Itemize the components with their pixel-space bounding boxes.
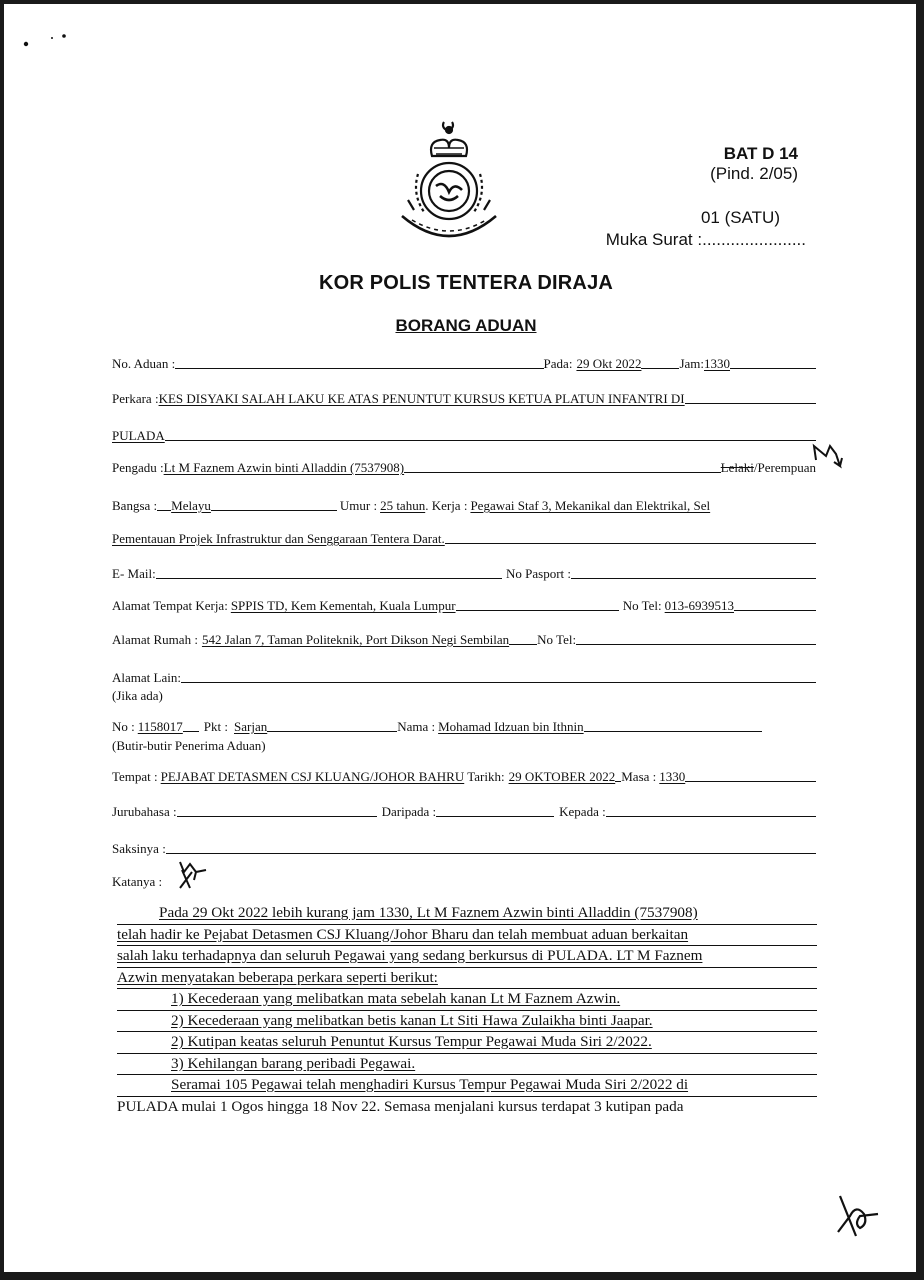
name-value: Mohamad Idzuan bin Ithnin xyxy=(438,719,584,734)
date2-label: Tarikh: xyxy=(467,769,505,784)
blank-line xyxy=(404,472,721,473)
age-value: 25 tahun xyxy=(380,498,426,513)
to-label: Kepada : xyxy=(559,804,606,819)
complainant-value: Lt M Faznem Azwin binti Alladdin (7537908) xyxy=(163,460,405,475)
blank-line xyxy=(641,368,679,369)
statement-list-item xyxy=(117,1054,817,1076)
gender-separator: / xyxy=(753,460,758,475)
statement-line xyxy=(117,946,817,968)
statement-line-text: Pada 29 Okt 2022 lebih kurang jam 1330, Lt M Faznem Azwin binti Alladdin (7537908) xyxy=(159,904,698,921)
passport-label: No Pasport : xyxy=(506,566,571,581)
email-passport-row xyxy=(112,566,816,582)
initials-signature-icon xyxy=(176,858,212,894)
statement-label: Katanya : xyxy=(112,874,163,889)
statement-line xyxy=(117,968,817,990)
passport-field[interactable] xyxy=(571,578,816,579)
work-address-label: Alamat Tempat Kerja: xyxy=(112,598,228,613)
time2-value: 1330 xyxy=(659,769,686,784)
blank-line xyxy=(685,781,816,782)
rank-value: Sarjan xyxy=(234,719,268,734)
race-label: Bangsa : xyxy=(112,498,158,513)
statement-list-item xyxy=(117,1011,817,1033)
other-address-field[interactable] xyxy=(181,682,816,683)
date-value: 29 Okt 2022 xyxy=(576,356,642,371)
statement-line xyxy=(117,1075,817,1097)
email-label: E- Mail: xyxy=(112,566,156,581)
blank-line xyxy=(456,610,619,611)
time-value: 1330 xyxy=(704,356,730,371)
work-tel-label: No Tel: xyxy=(622,598,662,613)
form-title-text: BORANG ADUAN xyxy=(395,316,537,335)
form-revision: (Pind. 2/05) xyxy=(710,164,798,183)
statement-list-item xyxy=(117,1032,817,1054)
blank-line xyxy=(584,731,762,732)
statement-line xyxy=(117,903,817,925)
home-tel-field[interactable] xyxy=(576,644,816,645)
statement-line-text: salah laku terhadapnya dan seluruh Pegawai yang sedang berkursus di PULADA. LT M Faznem xyxy=(117,947,703,964)
interpreter-label: Jurubahasa : xyxy=(112,804,177,819)
subject-value-line1: KES DISYAKI SALAH LAKU KE ATAS PENUNTUT KURSUS KETUA PLATUN INFANTRI DI xyxy=(158,391,685,406)
job-row-2 xyxy=(112,531,816,547)
witness-row xyxy=(112,841,816,857)
other-address-row xyxy=(112,670,816,686)
name-label: Nama : xyxy=(397,719,436,734)
complaint-form-page xyxy=(4,4,916,1272)
service-number-value: 1158017 xyxy=(137,719,183,734)
complainant-row xyxy=(112,460,816,476)
statement-item-text: 2) Kutipan keatas seluruh Penuntut Kursus Tempur Pegawai Muda Siri 2/2022. xyxy=(171,1033,652,1050)
job-label: . Kerja : xyxy=(425,498,468,513)
from-label: Daripada : xyxy=(381,804,437,819)
page-number-label: Muka Surat :...................... xyxy=(605,230,806,249)
blank-line xyxy=(734,610,816,611)
complaint-number-row xyxy=(112,356,816,372)
job-value-line2: Pementauan Projek Infrastruktur dan Senggaraan Tentera Darat. xyxy=(112,531,445,546)
statement-list-item xyxy=(117,989,817,1011)
statement-narrative xyxy=(117,903,817,1117)
rank-label: Pkt : xyxy=(203,719,228,734)
scan-speck-icon xyxy=(20,32,70,52)
other-address-note: (Jika ada) xyxy=(112,688,163,703)
email-field[interactable] xyxy=(156,578,502,579)
other-address-label: Alamat Lain: xyxy=(112,670,181,685)
statement-line-text: telah hadir ke Pejabat Detasmen CSJ Kluang/Johor Bharu dan telah membuat aduan berkaitan xyxy=(117,925,689,943)
complainant-label: Pengadu : xyxy=(112,460,164,475)
gender-female-option: Perempuan xyxy=(757,460,816,475)
time-label: Jam: xyxy=(679,356,704,371)
statement-line xyxy=(117,1097,817,1118)
blank-line xyxy=(157,510,171,511)
home-tel-label: No Tel: xyxy=(537,632,577,647)
recipient-note: (Butir-butir Penerima Aduan) xyxy=(112,738,266,753)
statement-label-row xyxy=(112,874,162,890)
blank-line xyxy=(685,403,816,404)
interpreter-field[interactable] xyxy=(177,816,377,817)
place-date-time-row xyxy=(112,769,816,785)
initials-signature-icon xyxy=(812,440,846,474)
race-age-job-row xyxy=(112,498,816,514)
service-number-label: No : xyxy=(112,719,135,734)
statement-line-text: Azwin menyatakan beberapa perkara seperti berikut: xyxy=(117,968,438,986)
statement-line-text: PULADA mulai 1 Ogos hingga 18 Nov 22. Semasa menjalani kursus terdapat 3 kutipan pada xyxy=(117,1097,684,1115)
complaint-number-label: No. Aduan : xyxy=(112,356,176,371)
blank-line xyxy=(165,440,816,441)
statement-item-text: 1) Kecederaan yang melibatkan mata sebelah kanan Lt M Faznem Azwin. xyxy=(171,990,621,1007)
work-address-row xyxy=(112,598,816,614)
form-title xyxy=(4,316,924,336)
blank-line xyxy=(730,368,816,369)
home-address-row xyxy=(112,632,816,648)
subject-label: Perkara : xyxy=(112,391,159,406)
place-value: PEJABAT DETASMEN CSJ KLUANG/JOHOR BAHRU xyxy=(160,769,465,784)
place-label: Tempat : xyxy=(112,769,158,784)
blank-line xyxy=(211,510,337,511)
interpreter-row xyxy=(112,804,816,820)
initials-signature-icon xyxy=(834,1194,884,1242)
blank-line xyxy=(183,731,199,732)
work-tel-value: 013-6939513 xyxy=(664,598,734,613)
date-label: Pada: xyxy=(543,356,573,371)
statement-line-text: Seramai 105 Pegawai telah menghadiri Kursus Tempur Pegawai Muda Siri 2/2022 di xyxy=(171,1076,689,1093)
to-field[interactable] xyxy=(606,816,816,817)
date2-value: 29 OKTOBER 2022 xyxy=(508,769,616,784)
time2-label: Masa : xyxy=(621,769,657,784)
home-address-value: 542 Jalan 7, Taman Politeknik, Port Dikson Negi Sembilan xyxy=(201,632,510,647)
statement-item-text: 2) Kecederaan yang melibatkan betis kanan Lt Siti Hawa Zulaikha binti Jaapar. xyxy=(171,1011,653,1029)
job-value-line1: Pegawai Staf 3, Mekanikal dan Elektrikal, Sel xyxy=(470,498,711,513)
subject-value-line2: PULADA xyxy=(112,428,165,443)
gender-male-option: Lelaki xyxy=(720,460,754,475)
witness-label: Saksinya : xyxy=(112,841,166,856)
statement-line xyxy=(117,925,817,947)
witness-field[interactable] xyxy=(166,853,816,854)
form-code-block xyxy=(710,144,798,184)
recipient-row xyxy=(112,719,762,735)
statement-item-text: 3) Kehilangan barang peribadi Pegawai. xyxy=(171,1054,416,1072)
from-field[interactable] xyxy=(436,816,554,817)
race-value: Melayu xyxy=(171,498,211,513)
complaint-number-field[interactable] xyxy=(175,368,543,369)
home-address-label: Alamat Rumah : xyxy=(112,632,198,647)
form-code: BAT D 14 xyxy=(723,144,798,163)
blank-line xyxy=(445,543,816,544)
organization-title: KOR POLIS TENTERA DIRAJA xyxy=(318,272,614,294)
subject-row-2 xyxy=(112,428,816,444)
age-label: Umur : xyxy=(339,498,378,513)
page-number: 01 (SATU) xyxy=(700,208,780,227)
military-police-crest-icon xyxy=(394,116,504,251)
work-address-value: SPPIS TD, Kem Kementah, Kuala Lumpur xyxy=(230,598,456,613)
blank-line xyxy=(267,731,397,732)
subject-row xyxy=(112,391,816,407)
page-number-block xyxy=(606,207,806,251)
blank-line xyxy=(509,644,537,645)
